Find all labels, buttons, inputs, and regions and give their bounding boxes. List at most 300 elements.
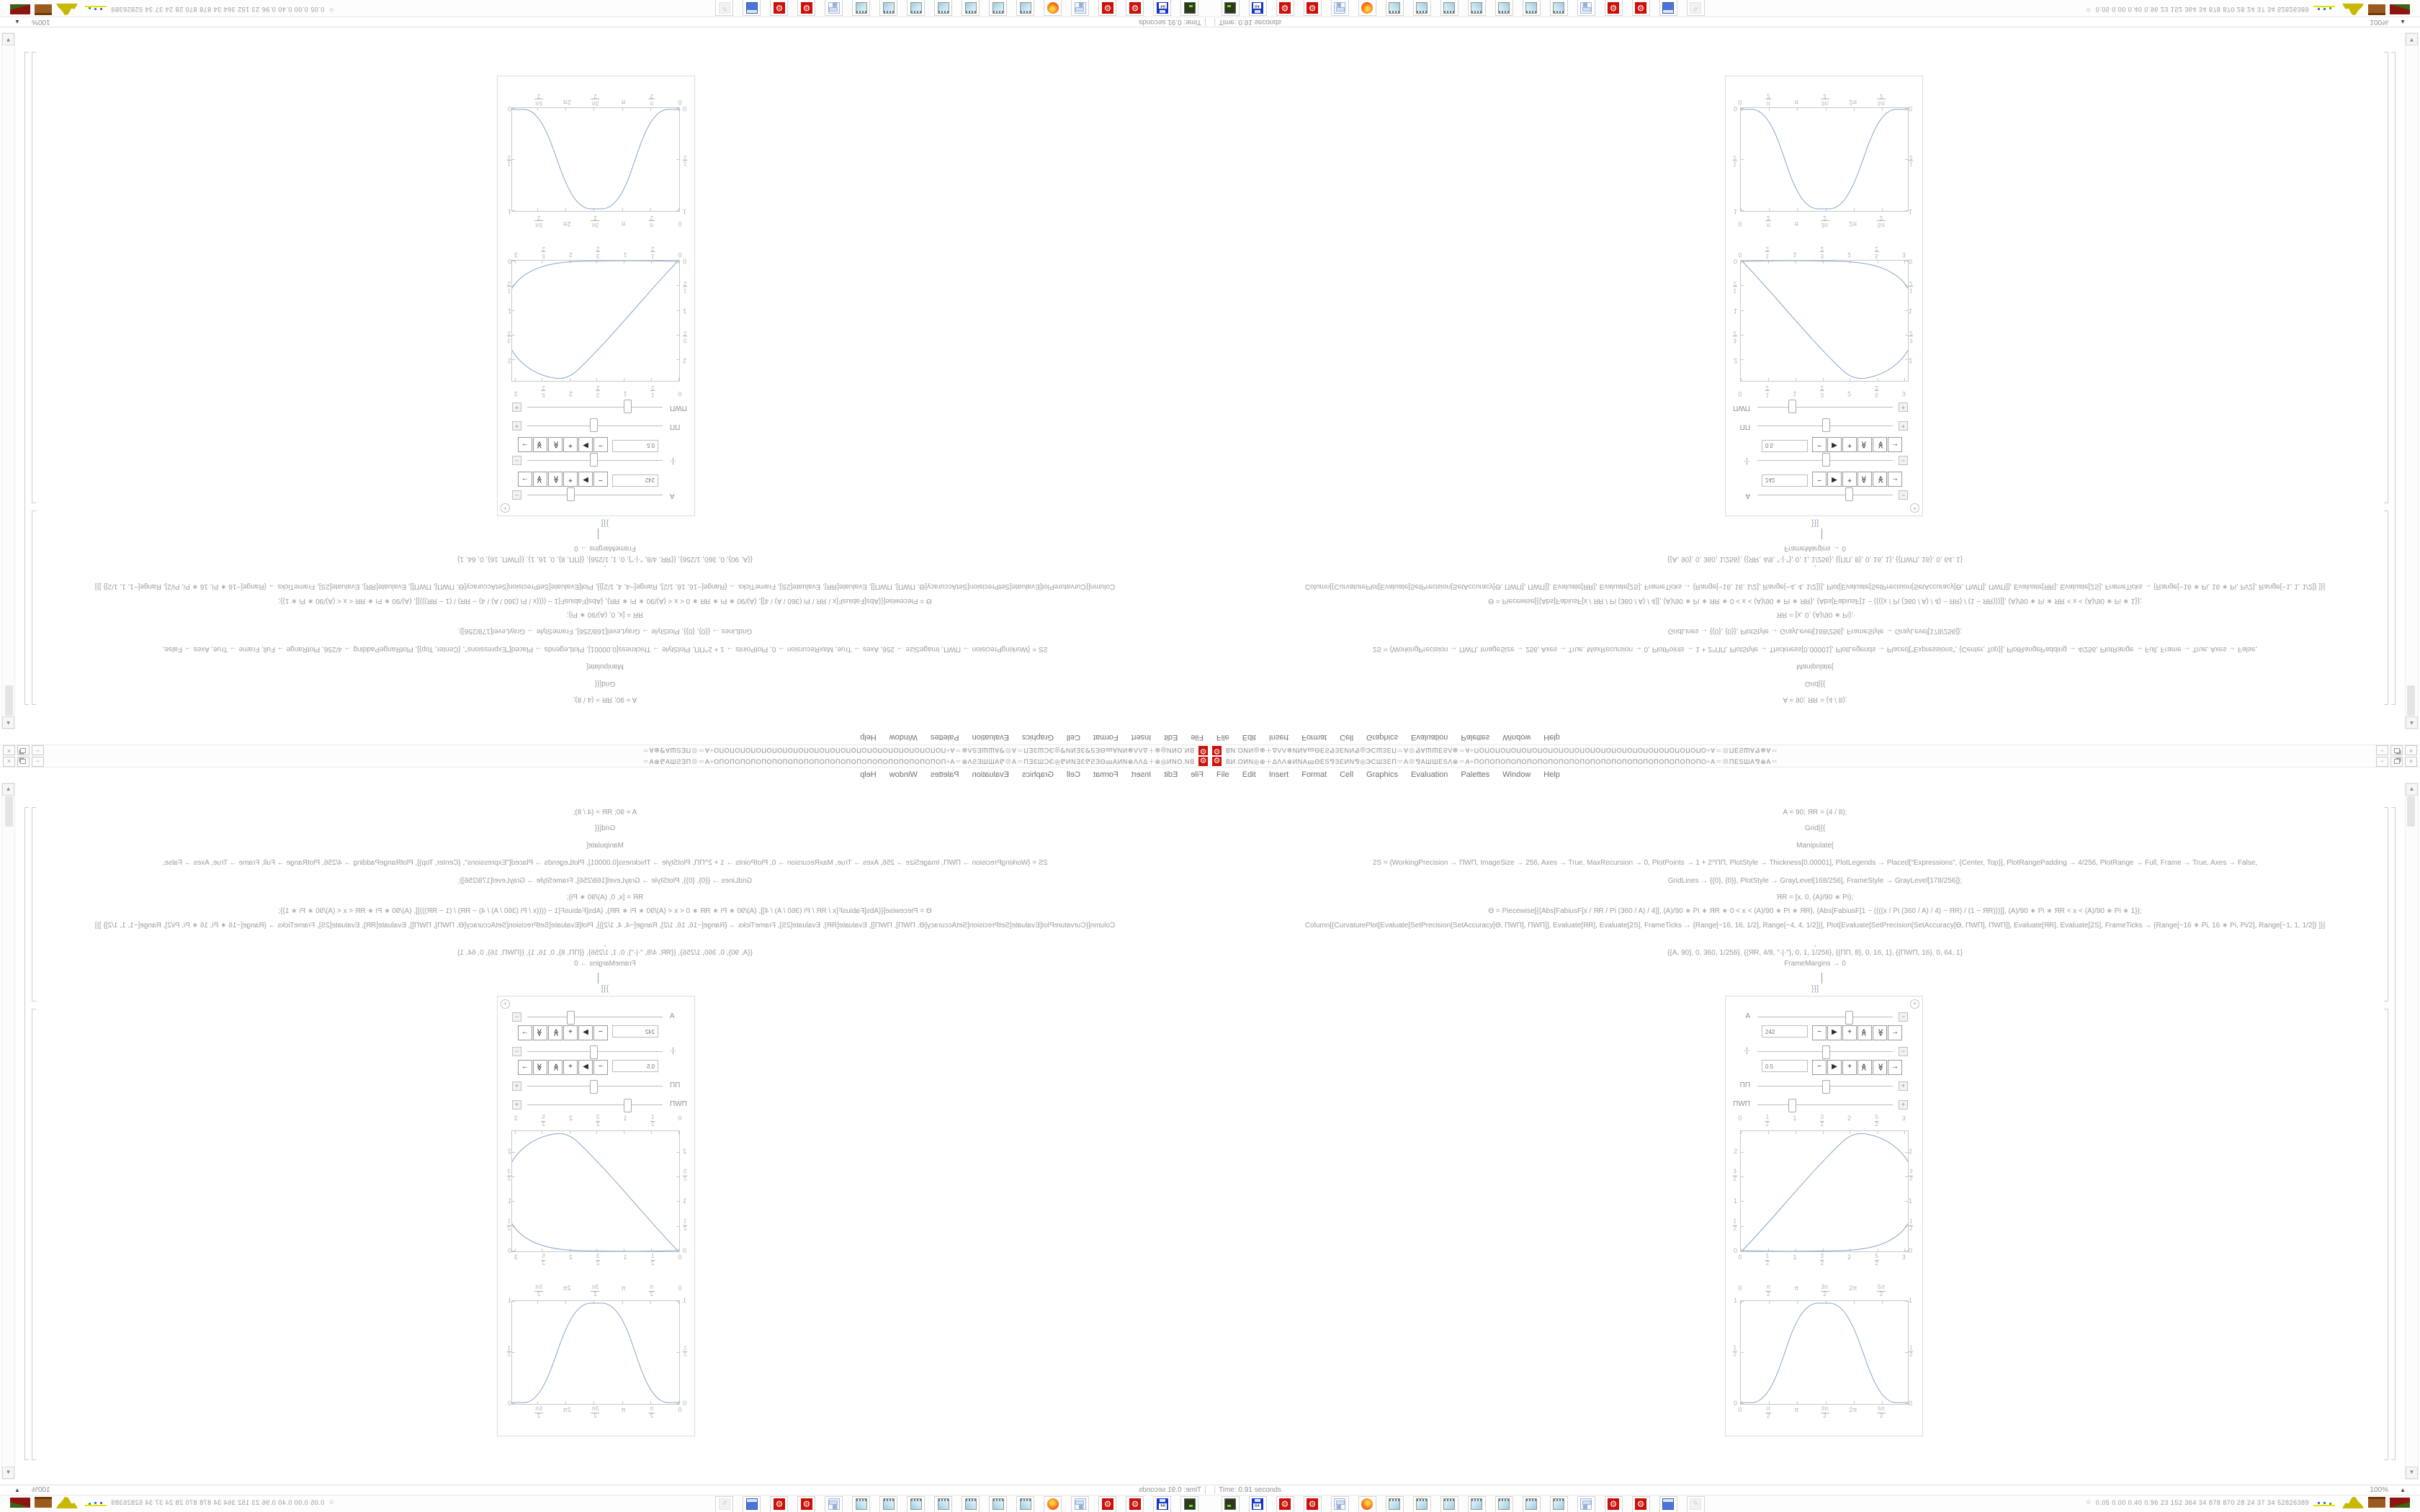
menu-item-help[interactable]: Help — [860, 770, 877, 779]
collapse-control-button[interactable]: − — [1899, 1047, 1908, 1056]
scrollbar-thumb[interactable] — [2407, 796, 2415, 827]
zoom-level-control[interactable]: 100% — [2370, 1486, 2388, 1494]
vertical-scrollbar[interactable] — [1, 783, 15, 1480]
taskbar-icon-clipboard-faded[interactable] — [1687, 0, 1705, 16]
close-button[interactable]: × — [2405, 757, 2417, 767]
manipulate-add-control-icon[interactable]: + — [501, 999, 510, 1009]
stepper-button[interactable] — [1842, 437, 1857, 452]
expand-control-button[interactable]: + — [1899, 1100, 1908, 1110]
menu-item-evaluation[interactable]: Evaluation — [1411, 733, 1448, 742]
taskbar-icon-notepad[interactable] — [1550, 0, 1568, 16]
scroll-down-button[interactable]: ▼ — [2, 33, 14, 45]
menu-item-window[interactable]: Window — [889, 733, 918, 742]
slider-thumb[interactable] — [590, 418, 598, 432]
fraction-denominator: 2 — [684, 1225, 687, 1232]
taskbar-icon-notepad[interactable] — [1468, 0, 1486, 16]
menu-item-edit[interactable]: Edit — [1164, 733, 1178, 742]
stepper-button[interactable] — [1827, 1060, 1842, 1075]
slider-thumb[interactable] — [624, 400, 632, 413]
step-up-button[interactable] — [1857, 437, 1872, 452]
value-input-field[interactable]: 0.5 — [1762, 1060, 1808, 1072]
curvature-plot-xtick-label: 2 — [569, 1254, 573, 1261]
value-input-field[interactable]: 242 — [1762, 474, 1808, 487]
taskbar-icon-gear[interactable] — [797, 0, 815, 16]
stepper-button[interactable] — [1888, 1060, 1902, 1075]
scroll-down-button[interactable]: ▼ — [2406, 33, 2418, 45]
window-titlebar[interactable] — [0, 744, 1210, 756]
fraction-denominator: 2 — [593, 1290, 597, 1297]
taskbar-icon-notepad[interactable] — [907, 0, 925, 16]
stepper-button[interactable] — [578, 437, 593, 452]
scroll-up-button[interactable]: ▲ — [2406, 716, 2418, 729]
step-up-button[interactable] — [1857, 1025, 1872, 1040]
value-input-field[interactable]: 242 — [1762, 1025, 1808, 1038]
stepper-button[interactable] — [578, 1060, 593, 1075]
taskbar-icon-notepad[interactable] — [1016, 0, 1034, 16]
taskbar-icon-files[interactable] — [1659, 0, 1677, 16]
text-caret — [1821, 973, 1822, 984]
menu-item-window[interactable]: Window — [1502, 770, 1531, 779]
manipulate-add-control-icon[interactable]: + — [501, 503, 510, 513]
collapse-control-button[interactable]: − — [1899, 490, 1908, 500]
zoom-popup-arrow-icon[interactable]: ▲ — [14, 19, 20, 25]
step-up-button[interactable] — [548, 1060, 563, 1075]
cell-group-bracket[interactable] — [2391, 52, 2396, 705]
taskbar-icon-notepad[interactable] — [852, 1496, 870, 1512]
expand-control-button[interactable]: + — [1899, 402, 1908, 412]
slider-thumb[interactable] — [590, 1045, 598, 1059]
stepper-button[interactable] — [1842, 472, 1857, 487]
expand-control-button[interactable]: + — [512, 421, 521, 431]
taskbar-icon-firefox[interactable] — [1044, 1496, 1062, 1512]
slider-thumb[interactable] — [590, 1080, 598, 1094]
zoom-level-control[interactable]: 100% — [2370, 18, 2388, 26]
menu-item-palettes[interactable]: Palettes — [930, 770, 959, 779]
scrollbar-thumb[interactable] — [5, 685, 13, 716]
fraction-denominator: 2 — [1733, 1225, 1736, 1232]
notebook-area[interactable] — [0, 780, 1210, 1484]
stepper-button[interactable] — [518, 437, 532, 452]
step-up-button[interactable] — [548, 472, 563, 487]
stepper-button[interactable] — [518, 472, 532, 487]
menu-item-window[interactable]: Window — [1502, 733, 1531, 742]
stepper-button[interactable] — [518, 1025, 532, 1040]
step-up-button[interactable] — [548, 437, 563, 452]
stepper-button[interactable] — [563, 472, 578, 487]
code-line-10: {{A, 90}, 0, 360, 1/256}, {{ЯR, 4/8, "·|·"}, 0, 1, 1/256}, {{ПП, 8}, 0, 16, 1}, {{ПWП, 16}, 0, 64, 1} — [1667, 555, 1963, 563]
minimize-button[interactable]: − — [32, 745, 44, 755]
taskbar-icon-notepad[interactable] — [1386, 0, 1404, 16]
value-input-field[interactable]: 0.5 — [612, 1060, 658, 1072]
menu-item-cell[interactable]: Cell — [1340, 770, 1354, 779]
taskbar-icon-calculator[interactable] — [825, 1496, 843, 1512]
zoom-popup-arrow-icon[interactable]: ▲ — [2400, 19, 2406, 25]
cell-group-bracket[interactable] — [24, 807, 29, 1460]
stepper-button[interactable] — [563, 437, 578, 452]
step-down-button[interactable] — [1873, 472, 1887, 487]
step-down-button[interactable] — [533, 472, 547, 487]
stepper-button[interactable] — [518, 1060, 532, 1075]
stepper-button[interactable] — [1842, 1060, 1857, 1075]
taskbar-icon-notepad[interactable] — [934, 1496, 952, 1512]
menu-item-palettes[interactable]: Palettes — [1461, 770, 1490, 779]
output-cell-bracket[interactable] — [2384, 52, 2388, 503]
stepper-button[interactable] — [1888, 472, 1902, 487]
status-bar — [1210, 17, 2420, 27]
taskbar-icon-gear[interactable] — [770, 1496, 788, 1512]
slider-thumb[interactable] — [1845, 487, 1853, 501]
step-down-button[interactable] — [1873, 437, 1887, 452]
value-input-field[interactable]: 0.5 — [612, 440, 658, 452]
notebook-area[interactable] — [0, 28, 1210, 732]
restore-button[interactable] — [17, 745, 30, 755]
collapse-control-button[interactable]: − — [512, 1047, 521, 1056]
taskbar-icon-notepad[interactable] — [1523, 1496, 1541, 1512]
taskbar-icon-floppy[interactable] — [1153, 0, 1171, 16]
menu-item-graphics[interactable]: Graphics — [1021, 770, 1054, 779]
input-cell-bracket[interactable] — [32, 807, 36, 1002]
taskbar-icon-calculator[interactable] — [1071, 0, 1089, 16]
stepper-button[interactable] — [1842, 1025, 1857, 1040]
expand-control-button[interactable]: + — [512, 402, 521, 412]
restore-button[interactable] — [2390, 745, 2403, 755]
scroll-down-button[interactable]: ▼ — [2406, 1467, 2418, 1479]
taskbar-icon-floppy[interactable] — [1153, 1496, 1171, 1512]
menu-item-file[interactable]: File — [1216, 770, 1229, 779]
step-up-button[interactable] — [1857, 472, 1872, 487]
taskbar-icon-notepad[interactable] — [962, 1496, 980, 1512]
menu-item-insert[interactable]: Insert — [1131, 733, 1152, 742]
close-button[interactable]: × — [2405, 745, 2417, 755]
taskbar-icon-calculator[interactable] — [1331, 0, 1349, 16]
fraction-denominator: 2 — [650, 246, 655, 253]
slider-label: ПWП — [1733, 404, 1750, 412]
menu-item-graphics[interactable]: Graphics — [1366, 733, 1399, 742]
step-up-button[interactable] — [548, 1025, 563, 1040]
step-down-button[interactable] — [1873, 1060, 1887, 1075]
slider-label: A — [670, 492, 675, 500]
menu-item-format[interactable]: Format — [1301, 770, 1327, 779]
cell-group-bracket[interactable] — [24, 52, 29, 705]
taskbar-icon-notepad[interactable] — [1523, 0, 1541, 16]
output-cell-bracket[interactable] — [32, 52, 36, 503]
slider-thumb[interactable] — [1822, 1080, 1830, 1094]
value-input-field[interactable]: 242 — [612, 474, 658, 487]
stepper-button[interactable] — [1827, 1025, 1842, 1040]
curvature-plot-ytick-label: 1 — [683, 1197, 687, 1205]
stepper-button[interactable] — [593, 437, 608, 452]
slider-track[interactable] — [527, 1104, 663, 1105]
taskbar-icon-notepad[interactable] — [934, 0, 952, 16]
taskbar-icon-floppy[interactable] — [1249, 1496, 1267, 1512]
taskbar-icon-calculator[interactable] — [1331, 1496, 1349, 1512]
window-titlebar[interactable] — [1210, 744, 2420, 756]
taskbar-icon-gear[interactable] — [1304, 1496, 1322, 1512]
scrollbar-thumb[interactable] — [5, 796, 13, 827]
stepper-button[interactable] — [578, 1025, 593, 1040]
menu-item-palettes[interactable]: Palettes — [1461, 733, 1490, 742]
minimize-button[interactable]: − — [2376, 757, 2388, 767]
slider-track[interactable] — [1757, 1051, 1893, 1052]
window-titlebar[interactable] — [0, 756, 1210, 768]
taskbar-icon-gear[interactable] — [1126, 0, 1144, 16]
menu-item-help[interactable]: Help — [860, 733, 877, 742]
notebook-area[interactable] — [1210, 780, 2420, 1484]
taskbar-icon-notepad[interactable] — [1413, 0, 1431, 16]
menu-item-cell[interactable]: Cell — [1340, 733, 1354, 742]
taskbar-icon-gear[interactable] — [1605, 0, 1623, 16]
taskbar-icon-gear[interactable] — [1632, 0, 1650, 16]
expand-control-button[interactable]: + — [512, 1081, 521, 1091]
menu-bar — [0, 768, 1210, 780]
fraction-denominator: 2 — [1875, 384, 1878, 392]
taskbar-icon-terminal[interactable] — [1180, 0, 1198, 16]
taskbar-icon-notepad[interactable] — [1016, 1496, 1034, 1512]
vertical-scrollbar[interactable] — [2405, 783, 2419, 1480]
menu-item-window[interactable]: Window — [889, 770, 918, 779]
stepper-button[interactable] — [593, 1060, 608, 1075]
slider-thumb[interactable] — [1822, 1045, 1830, 1059]
stepper-button[interactable] — [1812, 472, 1827, 487]
menu-item-file[interactable]: File — [1216, 733, 1229, 742]
taskbar-icon-gear[interactable] — [1276, 0, 1294, 16]
taskbar-icon-terminal[interactable] — [1180, 1496, 1198, 1512]
menu-item-format[interactable]: Format — [1093, 770, 1119, 779]
expand-control-button[interactable]: + — [1899, 421, 1908, 431]
taskbar-icon-notepad[interactable] — [879, 0, 897, 16]
menu-item-evaluation[interactable]: Evaluation — [972, 770, 1009, 779]
menu-item-insert[interactable]: Insert — [1268, 770, 1289, 779]
slider-thumb[interactable] — [1788, 400, 1796, 413]
menu-item-evaluation[interactable]: Evaluation — [1411, 770, 1448, 779]
taskbar-icon-notepad[interactable] — [879, 1496, 897, 1512]
menu-item-file[interactable]: File — [1191, 770, 1204, 779]
slider-track[interactable] — [1757, 407, 1893, 408]
taskbar-icon-gear[interactable] — [1098, 1496, 1116, 1512]
fabius-plot — [498, 1283, 694, 1419]
menu-item-format[interactable]: Format — [1301, 733, 1327, 742]
stepper-glyph-icon: − — [1817, 1063, 1821, 1071]
stepper-button[interactable] — [563, 1060, 578, 1075]
taskbar-icon-notepad[interactable] — [1495, 0, 1513, 16]
menu-item-insert[interactable]: Insert — [1268, 733, 1289, 742]
taskbar-icon-files[interactable] — [743, 1496, 761, 1512]
taskbar-icon-firefox[interactable] — [1358, 0, 1376, 16]
input-cell-bracket[interactable] — [2384, 510, 2388, 705]
stepper-button[interactable] — [1888, 437, 1902, 452]
fabius-plot-ytick-label: 1 — [507, 1297, 511, 1304]
manipulate-add-control-icon[interactable]: + — [1910, 503, 1919, 513]
slider-thumb[interactable] — [567, 1011, 575, 1025]
taskbar-icon-notepad[interactable] — [907, 1496, 925, 1512]
step-down-button[interactable] — [533, 1060, 547, 1075]
curvature-plot-ytick-label — [1726, 329, 1737, 343]
zoom-level-control[interactable]: 100% — [32, 18, 50, 26]
scroll-down-button[interactable]: ▼ — [2, 1467, 14, 1479]
taskbar-icon-notepad[interactable] — [1550, 1496, 1568, 1512]
taskbar-icon-clipboard-faded[interactable] — [715, 1496, 733, 1512]
value-input-field[interactable]: 242 — [612, 1025, 658, 1038]
taskbar-icon-calculator[interactable] — [825, 0, 843, 16]
scrollbar-thumb[interactable] — [2407, 685, 2415, 716]
menu-item-help[interactable]: Help — [1543, 733, 1560, 742]
taskbar-icon-notepad[interactable] — [1440, 0, 1458, 16]
slider-thumb[interactable] — [590, 453, 598, 467]
slider-track[interactable] — [1757, 1104, 1893, 1105]
menu-item-graphics[interactable]: Graphics — [1021, 733, 1054, 742]
fraction-label — [1733, 329, 1737, 343]
slider-thumb[interactable] — [1845, 1011, 1853, 1025]
menu-item-edit[interactable]: Edit — [1242, 770, 1256, 779]
minimize-button[interactable]: − — [2376, 745, 2388, 755]
notebook-area[interactable] — [1210, 28, 2420, 732]
slider-track[interactable] — [1757, 460, 1893, 461]
menu-item-evaluation[interactable]: Evaluation — [972, 733, 1009, 742]
stepper-button[interactable] — [593, 472, 608, 487]
slider-track[interactable] — [527, 407, 663, 408]
stepper-button[interactable] — [563, 1025, 578, 1040]
restore-button[interactable] — [17, 757, 30, 767]
minimize-button[interactable]: − — [32, 757, 44, 767]
fraction-denominator: 2 — [650, 384, 655, 392]
manipulate-stepper-row-1 — [1726, 472, 1922, 487]
collapse-control-button[interactable]: − — [512, 456, 521, 465]
stepper-button[interactable] — [593, 1025, 608, 1040]
vertical-scrollbar[interactable] — [1, 32, 15, 729]
menu-item-edit[interactable]: Edit — [1242, 733, 1256, 742]
notepad-icon — [1553, 2, 1564, 14]
gear-icon: ⚙ — [1102, 1498, 1113, 1510]
slider-thumb[interactable] — [624, 1099, 632, 1112]
fabius-plot — [1726, 93, 1922, 229]
menu-item-help[interactable]: Help — [1543, 770, 1560, 779]
manipulate-add-control-icon[interactable]: + — [1910, 999, 1919, 1009]
menu-item-file[interactable]: File — [1191, 733, 1204, 742]
taskbar-icon-clipboard-faded[interactable] — [1687, 1496, 1705, 1512]
collapse-control-button[interactable]: − — [512, 490, 521, 500]
scroll-up-button[interactable]: ▲ — [2, 783, 14, 796]
stepper-button[interactable] — [1812, 437, 1827, 452]
taskbar-icon-terminal[interactable] — [1222, 1496, 1240, 1512]
input-cell-bracket[interactable] — [2384, 807, 2388, 1002]
taskbar-icon-notepad[interactable] — [1413, 1496, 1431, 1512]
taskbar-icon-notepad[interactable] — [989, 0, 1007, 16]
scroll-up-button[interactable]: ▲ — [2, 716, 14, 729]
menu-item-cell[interactable]: Cell — [1066, 733, 1080, 742]
step-up-button[interactable] — [1857, 1060, 1872, 1075]
stepper-button[interactable] — [1827, 472, 1842, 487]
taskbar-icon-gear[interactable] — [1276, 1496, 1294, 1512]
menu-item-insert[interactable]: Insert — [1131, 770, 1152, 779]
taskbar-icon-notepad[interactable] — [852, 0, 870, 16]
fraction-numerator: 5π — [1878, 222, 1886, 228]
curvature-plot-xtick-label: 2 — [569, 390, 573, 397]
close-button[interactable]: × — [3, 757, 15, 767]
cell-group-bracket[interactable] — [2391, 807, 2396, 1460]
slider-track[interactable] — [527, 460, 663, 461]
stepper-button[interactable] — [1812, 1060, 1827, 1075]
expand-control-button[interactable]: + — [1899, 1081, 1908, 1091]
step-down-button[interactable] — [533, 1025, 547, 1040]
output-cell-bracket[interactable] — [32, 1009, 36, 1460]
curvature-plot-xtick-label: 2 — [1847, 390, 1851, 397]
taskbar-icon-calculator[interactable] — [1577, 0, 1595, 16]
taskbar-icon-gear[interactable] — [1304, 0, 1322, 16]
taskbar-icon-notepad[interactable] — [1495, 1496, 1513, 1512]
menu-item-palettes[interactable]: Palettes — [930, 733, 959, 742]
collapse-control-button[interactable]: − — [1899, 456, 1908, 465]
collapse-control-button[interactable]: − — [512, 1012, 521, 1022]
expand-control-button[interactable]: + — [512, 1100, 521, 1110]
menu-item-graphics[interactable]: Graphics — [1366, 770, 1399, 779]
zoom-popup-arrow-icon[interactable]: ▲ — [14, 1487, 20, 1493]
zoom-popup-arrow-icon[interactable]: ▲ — [2400, 1487, 2406, 1493]
taskbar-icon-calculator[interactable] — [1577, 1496, 1595, 1512]
menu-item-format[interactable]: Format — [1093, 733, 1119, 742]
taskbar-icon-files[interactable] — [743, 0, 761, 16]
taskbar-icon-calculator[interactable] — [1071, 1496, 1089, 1512]
taskbar-icon-gear[interactable] — [1632, 1496, 1650, 1512]
fabius-plot-xtick-label — [1877, 1284, 1886, 1298]
fraction-denominator: 2 — [507, 154, 511, 161]
taskbar-icon-gear[interactable] — [1605, 1496, 1623, 1512]
menu-item-cell[interactable]: Cell — [1066, 770, 1080, 779]
scroll-up-button[interactable]: ▲ — [2406, 783, 2418, 796]
stepper-button[interactable] — [1827, 437, 1842, 452]
taskbar-icon-firefox[interactable] — [1044, 0, 1062, 16]
output-cell-bracket[interactable] — [2384, 1009, 2388, 1460]
slider-thumb[interactable] — [1822, 418, 1830, 432]
slider-thumb[interactable] — [1788, 1099, 1796, 1112]
taskbar-icon-notepad[interactable] — [1440, 1496, 1458, 1512]
taskbar-icon-files[interactable] — [1659, 1496, 1677, 1512]
stepper-button[interactable] — [1888, 1025, 1902, 1040]
stepper-buttons — [1812, 1060, 1903, 1075]
window-titlebar[interactable] — [1210, 756, 2420, 768]
stepper-glyph-icon: − — [1817, 1028, 1821, 1036]
step-down-button[interactable] — [533, 437, 547, 452]
taskbar-icon-notepad[interactable] — [1468, 1496, 1486, 1512]
taskbar-icon-gear[interactable] — [1098, 0, 1116, 16]
step-down-button[interactable] — [1873, 1025, 1887, 1040]
slider-track[interactable] — [527, 1051, 663, 1052]
vertical-scrollbar[interactable] — [2405, 32, 2419, 729]
restore-button[interactable] — [2390, 757, 2403, 767]
taskbar-icon-gear[interactable] — [1126, 1496, 1144, 1512]
slider-thumb[interactable] — [1822, 453, 1830, 467]
notepad-icon — [1471, 2, 1482, 14]
stepper-button[interactable] — [1812, 1025, 1827, 1040]
zoom-level-control[interactable]: 100% — [32, 1486, 50, 1494]
menu-item-edit[interactable]: Edit — [1164, 770, 1178, 779]
taskbar-icon-gear[interactable] — [797, 1496, 815, 1512]
taskbar-icon-notepad[interactable] — [962, 0, 980, 16]
slider-thumb[interactable] — [567, 487, 575, 501]
collapse-control-button[interactable]: − — [1899, 1012, 1908, 1022]
taskbar-icon-clipboard-faded[interactable] — [715, 0, 733, 16]
taskbar-icon-notepad[interactable] — [1386, 1496, 1404, 1512]
value-input-field[interactable]: 0.5 — [1762, 440, 1808, 452]
gear-icon: ⚙ — [774, 1498, 785, 1510]
stepper-button[interactable] — [578, 472, 593, 487]
input-cell-bracket[interactable] — [32, 510, 36, 705]
taskbar-icon-notepad[interactable] — [989, 1496, 1007, 1512]
taskbar-icon-gear[interactable] — [770, 0, 788, 16]
taskbar-icon-terminal[interactable] — [1222, 0, 1240, 16]
taskbar-icon-floppy[interactable] — [1249, 0, 1267, 16]
taskbar-icon-firefox[interactable] — [1358, 1496, 1376, 1512]
close-button[interactable]: × — [3, 745, 15, 755]
